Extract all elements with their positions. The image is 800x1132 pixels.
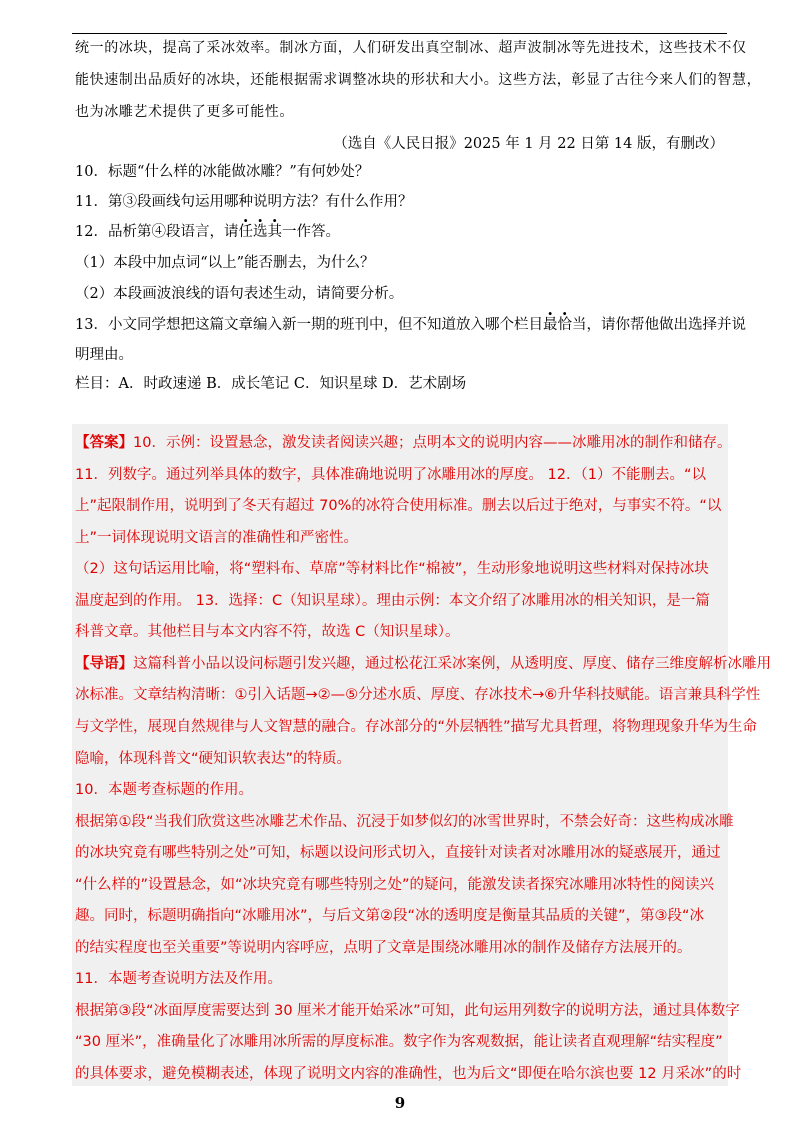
passage-line: 能快速制出品质好的冰块，还能根据需求调整冰块的形状和大小。这些方法，彰显了古往今来人们的智慧， xyxy=(75,72,762,88)
answer-line xyxy=(75,812,734,832)
answer-text: 11．本题考查说明方法及作用。 xyxy=(75,971,282,987)
passage-line: 统一的冰块，提高了采冰效率。制冰方面，人们研发出真空制冰、超声波制冰等先进技术，这些技术不仅 xyxy=(75,40,747,56)
answer-line xyxy=(75,465,706,485)
q12-text: 一作答。 xyxy=(281,224,340,240)
answer-line xyxy=(75,749,351,769)
answer-line xyxy=(75,1064,741,1084)
answer-text: “什么样的”设置悬念，如“冰块究竟有哪些特别之处”的疑问，能激发读者探究冰雕用冰特性的阅读兴 xyxy=(75,877,715,893)
answer-text: 与文学性，展现自然规律与人文智慧的融合。存冰部分的“外层牺牲”描写尤具哲理，将物理现象升华为生命 xyxy=(75,719,758,735)
answer-line xyxy=(75,906,704,926)
emphasis-char: 其 xyxy=(267,224,282,240)
q12-text: 12．品析第④段语言，请 xyxy=(75,224,239,240)
emphasis-char: 选 xyxy=(252,224,268,240)
answer-line xyxy=(75,654,771,674)
answer-line xyxy=(75,969,282,989)
question-12 xyxy=(75,222,340,242)
emphasis-char: 最 xyxy=(542,317,558,333)
answer-line xyxy=(75,717,757,737)
answer-text: 11．列数字。通过列举具体的数字，具体准确地说明了冰雕用冰的厚度。 12．（1）不能删去。“以 xyxy=(75,467,706,483)
page-number: 9 xyxy=(394,1094,406,1112)
answer-line xyxy=(75,433,731,453)
answer-text: 根据第③段“冰面厚度需要达到 30 厘米才能开始采冰”可知，此句运用列数字的说明方法，通过具体数字 xyxy=(75,1003,740,1019)
emphasis-char: 任 xyxy=(238,224,253,240)
answer-text: 根据第①段“当我们欣赏这些冰雕艺术作品、沉浸于如梦似幻的冰雪世界时，不禁会好奇：这些构成冰雕 xyxy=(75,814,734,830)
header-rule xyxy=(72,33,727,34)
question-13-options: 栏目：A．时政速递 B．成长笔记 C．知识星球 D．艺术剧场 xyxy=(75,376,467,392)
answer-tag: 【答案】 xyxy=(75,435,133,451)
question-12-part-2: （2）本段画波浪线的语句表述生动，请简要分析。 xyxy=(75,286,404,302)
question-13 xyxy=(75,315,746,335)
answer-line xyxy=(75,622,459,642)
answer-text: 的冰块究竟有哪些特别之处”可知，标题以设问形式切入，直接针对读者对冰雕用冰的疑惑展开，通过 xyxy=(75,845,721,861)
answer-text: 冰标准。文章结构清晰：①引入话题→②—⑤分述水质、厚度、存冰技术→⑥升华科技赋能。语言兼具科学性 xyxy=(75,687,761,703)
answer-line xyxy=(75,685,760,705)
answer-text: 这篇科普小品以设问标题引发兴趣，通过松花江采冰案例，从透明度、厚度、储存三维度解析冰雕用 xyxy=(133,656,771,672)
question-11: 11．第③段画线句运用哪种说明方法？有什么作用？ xyxy=(75,194,413,210)
answer-text: 科普文章。其他栏目与本文内容不符，故选 C（知识星球）。 xyxy=(75,624,460,640)
answer-tag: 【导语】 xyxy=(75,656,133,672)
answer-text: 的具体要求，避免模糊表述，体现了说明文内容的准确性，也为后文“即便在哈尔滨也要 12 月采冰”的时 xyxy=(75,1066,742,1082)
answer-text: 隐喻，体现科普文“硬知识软表达”的特质。 xyxy=(75,751,352,767)
answer-line xyxy=(75,938,692,958)
passage-line: 也为冰雕艺术提供了更多可能性。 xyxy=(75,104,294,120)
q13-text: 当，请你帮他做出选择并说 xyxy=(571,317,746,333)
answer-line xyxy=(75,780,253,800)
q13-text: 13．小文同学想把这篇文章编入新一期的班刊中，但不知道放入哪个栏目 xyxy=(75,317,543,333)
answer-line xyxy=(75,559,709,579)
answer-text: 10．本题考查标题的作用。 xyxy=(75,782,253,798)
question-13-line2: 明理由。 xyxy=(75,347,133,363)
answer-line xyxy=(75,875,714,895)
answer-line xyxy=(75,528,358,548)
emphasis-char: 恰 xyxy=(557,317,572,333)
question-12-part-1: （1）本段中加点词“以上”能否删去，为什么？ xyxy=(75,255,375,271)
answer-line xyxy=(75,1032,723,1052)
source-citation: （选自《人民日报》2025 年 1 月 22 日第 14 版，有删改） xyxy=(333,136,724,152)
answer-line xyxy=(75,843,721,863)
answer-line xyxy=(75,496,721,516)
answer-text: 温度起到的作用。 13．选择：C（知识星球）。理由示例：本文介绍了冰雕用冰的相关知识，是一篇 xyxy=(75,593,710,609)
answer-text: 上”起限制作用，说明到了冬天有超过 70%的冰符合使用标准。删去以后过于绝对，与事实不符。“以 xyxy=(75,498,722,514)
answer-text: （2）这句话运用比喻，将“塑料布、草席”等材料比作“棉被”，生动形象地说明这些材料对保持冰块 xyxy=(75,561,709,577)
answer-line xyxy=(75,591,710,611)
answer-line xyxy=(75,1001,740,1021)
question-10: 10．标题“什么样的冰能做冰雕？”有何妙处？ xyxy=(75,164,370,180)
answer-text: 趣。同时，标题明确指向“冰雕用冰”，与后文第②段“冰的透明度是衡量其品质的关键”，第③段“冰 xyxy=(75,908,705,924)
answer-text: “30 厘米”，准确量化了冰雕用冰所需的厚度标准。数字作为客观数据，能让读者直观理解“结实程度” xyxy=(75,1034,723,1050)
answer-text: 上”一词体现说明文语言的准确性和严密性。 xyxy=(75,530,359,546)
answer-text: 10．示例：设置悬念，激发读者阅读兴趣；点明本文的说明内容——冰雕用冰的制作和储存。 xyxy=(133,435,732,451)
answer-text: 的结实程度也至关重要”等说明内容呼应，点明了文章是围绕冰雕用冰的制作及储存方法展开的。 xyxy=(75,940,692,956)
